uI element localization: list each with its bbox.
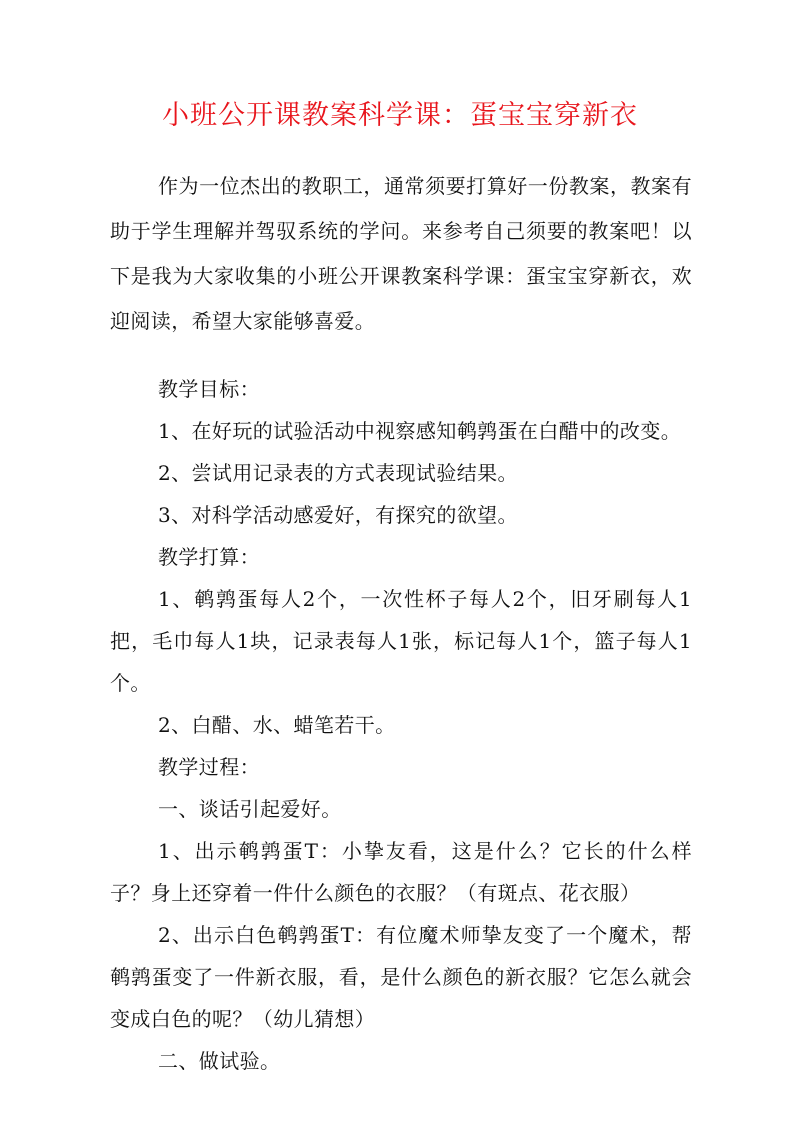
process-step-heading: 二、做试验。 (158, 1049, 281, 1073)
process-item: 2、出示白色鹌鹑蛋T：有位魔术师挚友变了一个魔术，帮鹌鹑蛋变了一件新衣服，看，是什么颜色的新衣服？它怎么就会变成白色的呢？（幼儿猜想） (110, 923, 692, 1031)
section-heading-objectives: 教学目标： (158, 377, 260, 401)
section-heading-process: 教学过程： (158, 755, 260, 779)
process-step-heading: 一、谈话引起爱好。 (158, 797, 342, 821)
objective-item: 2、尝试用记录表的方式表现试验结果。 (158, 461, 518, 485)
objective-item: 3、对科学活动感爱好，有探究的欲望。 (158, 503, 518, 527)
objective-item: 1、在好玩的试验活动中视察感知鹌鹑蛋在白醋中的改变。 (158, 419, 682, 443)
preparation-item: 2、白醋、水、蜡笔若干。 (158, 713, 396, 737)
document-title: 小班公开课教案科学课：蛋宝宝穿新衣 (162, 100, 638, 131)
intro-paragraph: 作为一位杰出的教职工，通常须要打算好一份教案，教案有助于学生理解并驾驭系统的学问。来参考自己须要的教案吧！以下是我为大家收集的小班公开课教案科学课：蛋宝宝穿新衣，欢迎阅读，希望大家能够喜爱。 (110, 174, 692, 333)
lesson-body (110, 368, 692, 1082)
section-heading-preparation: 教学打算： (158, 545, 260, 569)
process-item: 1、出示鹌鹑蛋T：小挚友看，这是什么？它长的什么样子？身上还穿着一件什么颜色的衣服？（有斑点、花衣服） (110, 839, 692, 905)
preparation-item: 1、鹌鹑蛋每人2个，一次性杯子每人2个，旧牙刷每人1把，毛巾每人1块，记录表每人1张，标记每人1个，篮子每人1个。 (110, 587, 692, 695)
